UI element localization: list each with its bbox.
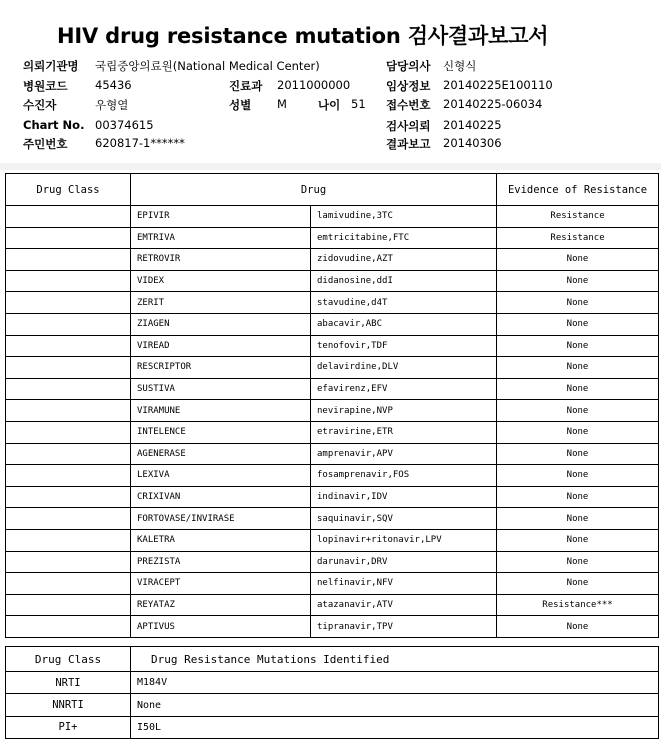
drug-generic-cell: zidovudine,AZT (311, 249, 497, 271)
table-row (6, 313, 659, 335)
drug-class-cell (6, 249, 131, 271)
drug-generic-cell: nelfinavir,NFV (311, 573, 497, 595)
drug-brand-cell: VIRAMUNE (131, 400, 311, 422)
drug-generic-cell: fosamprenavir,FOS (311, 465, 497, 487)
mutation-class-cell: PI+ (6, 716, 131, 738)
mutation-class-header: Drug Class (6, 647, 131, 672)
drug-generic-cell: tenofovir,TDF (311, 335, 497, 357)
evidence-cell: None (497, 335, 659, 357)
mutation-value-cell: M184V (131, 672, 659, 694)
receipt-no-label: 접수번호 (386, 98, 431, 112)
drug-generic-cell: indinavir,IDV (311, 486, 497, 508)
table-row (6, 249, 659, 271)
request-date-label: 검사의뢰 (386, 119, 431, 133)
drug-class-cell (6, 465, 131, 487)
drug-generic-cell: lamivudine,3TC (311, 206, 497, 228)
hospital-code-label: 병원코드 (23, 79, 68, 93)
evidence-cell: None (497, 486, 659, 508)
receipt-no-value: 20140225-06034 (443, 97, 543, 111)
drug-brand-cell: SUSTIVA (131, 378, 311, 400)
evidence-cell: None (497, 249, 659, 271)
table-row (6, 206, 659, 228)
evidence-cell: None (497, 465, 659, 487)
doctor-value: 신형식 (443, 59, 477, 73)
drug-class-cell (6, 292, 131, 314)
drug-generic-cell: abacavir,ABC (311, 313, 497, 335)
evidence-header: Evidence of Resistance (497, 174, 659, 206)
table-row (6, 421, 659, 443)
drug-class-cell (6, 594, 131, 616)
drug-generic-cell: amprenavir,APV (311, 443, 497, 465)
drug-class-cell (6, 227, 131, 249)
drug-brand-cell: CRIXIVAN (131, 486, 311, 508)
drug-class-cell (6, 616, 131, 638)
mutation-row (6, 694, 659, 716)
drug-brand-cell: ZIAGEN (131, 313, 311, 335)
drug-header: Drug (131, 174, 497, 206)
drug-brand-cell: VIREAD (131, 335, 311, 357)
sex-label: 성별 (229, 98, 252, 112)
table-row (6, 270, 659, 292)
evidence-cell: None (497, 616, 659, 638)
drug-class-cell (6, 378, 131, 400)
drug-brand-cell: APTIVUS (131, 616, 311, 638)
drug-class-cell (6, 486, 131, 508)
drug-class-cell (6, 335, 131, 357)
evidence-cell: None (497, 508, 659, 530)
drug-class-cell (6, 551, 131, 573)
table-row (6, 227, 659, 249)
chart-no-label: Chart No. (23, 118, 85, 132)
mutation-table (5, 646, 659, 739)
drug-generic-cell: saquinavir,SQV (311, 508, 497, 530)
drug-class-header: Drug Class (6, 174, 131, 206)
drug-generic-cell: delavirdine,DLV (311, 357, 497, 379)
clinical-info-value: 20140225E100110 (443, 78, 553, 92)
table-row (6, 357, 659, 379)
drug-brand-cell: KALETRA (131, 529, 311, 551)
report-title: HIV drug resistance mutation 검사결과보고서 (57, 24, 549, 48)
evidence-cell: None (497, 573, 659, 595)
dept-value: 2011000000 (277, 78, 351, 92)
evidence-cell: None (497, 313, 659, 335)
evidence-cell: None (497, 421, 659, 443)
table-row (6, 573, 659, 595)
evidence-cell: None (497, 400, 659, 422)
drug-generic-cell: efavirenz,EFV (311, 378, 497, 400)
evidence-cell: None (497, 378, 659, 400)
section-divider (0, 163, 661, 170)
drug-generic-cell: didanosine,ddI (311, 270, 497, 292)
drug-brand-cell: RESCRIPTOR (131, 357, 311, 379)
chart-no-value: 00374615 (95, 118, 154, 132)
drug-brand-cell: FORTOVASE/INVIRASE (131, 508, 311, 530)
mutation-header-row (6, 647, 659, 672)
mutation-row (6, 716, 659, 738)
drug-brand-cell: EPIVIR (131, 206, 311, 228)
table-row (6, 335, 659, 357)
age-label: 나이 (318, 98, 341, 112)
table-row (6, 400, 659, 422)
drug-class-cell (6, 443, 131, 465)
drug-brand-cell: INTELENCE (131, 421, 311, 443)
evidence-cell: Resistance (497, 206, 659, 228)
table-row (6, 508, 659, 530)
drug-class-cell (6, 573, 131, 595)
age-value: 51 (351, 97, 366, 111)
evidence-cell: None (497, 270, 659, 292)
drug-generic-cell: darunavir,DRV (311, 551, 497, 573)
clinical-info-label: 임상정보 (386, 79, 431, 93)
drug-brand-cell: AGENERASE (131, 443, 311, 465)
drug-class-cell (6, 313, 131, 335)
table-row (6, 378, 659, 400)
drug-generic-cell: emtricitabine,FTC (311, 227, 497, 249)
drug-class-cell (6, 508, 131, 530)
evidence-cell: Resistance (497, 227, 659, 249)
evidence-cell: Resistance*** (497, 594, 659, 616)
drug-brand-cell: EMTRIVA (131, 227, 311, 249)
ssn-value: 620817-1****** (95, 136, 185, 150)
drug-class-cell (6, 529, 131, 551)
table-row (6, 486, 659, 508)
drug-generic-cell: atazanavir,ATV (311, 594, 497, 616)
drug-brand-cell: LEXIVA (131, 465, 311, 487)
drug-brand-cell: ZERIT (131, 292, 311, 314)
drug-class-cell (6, 400, 131, 422)
table-header-row (6, 174, 659, 206)
table-row (6, 529, 659, 551)
request-date-value: 20140225 (443, 118, 502, 132)
mutation-class-cell: NRTI (6, 672, 131, 694)
doctor-label: 담당의사 (386, 59, 431, 73)
table-row (6, 443, 659, 465)
drug-class-cell (6, 357, 131, 379)
table-row (6, 594, 659, 616)
drug-generic-cell: nevirapine,NVP (311, 400, 497, 422)
drug-brand-cell: VIDEX (131, 270, 311, 292)
report-body (0, 170, 661, 755)
drug-brand-cell: RETROVIR (131, 249, 311, 271)
sex-value: M (277, 97, 287, 111)
evidence-cell: None (497, 529, 659, 551)
drug-class-cell (6, 206, 131, 228)
drug-brand-cell: REYATAZ (131, 594, 311, 616)
mutation-value-cell: None (131, 694, 659, 716)
drug-resistance-table (5, 173, 659, 638)
drug-generic-cell: etravirine,ETR (311, 421, 497, 443)
table-row (6, 616, 659, 638)
institution-label: 의뢰기관명 (23, 59, 79, 73)
mutation-identified-header: Drug Resistance Mutations Identified (131, 647, 659, 672)
institution-value: 국립중앙의료원(National Medical Center) (95, 59, 320, 73)
mutation-row (6, 672, 659, 694)
patient-label: 수진자 (23, 98, 57, 112)
drug-generic-cell: lopinavir+ritonavir,LPV (311, 529, 497, 551)
mutation-value-cell: I50L (131, 716, 659, 738)
evidence-cell: None (497, 357, 659, 379)
table-row (6, 465, 659, 487)
ssn-label: 주민번호 (23, 137, 68, 151)
evidence-cell: None (497, 292, 659, 314)
hospital-code-value: 45436 (95, 78, 132, 92)
drug-generic-cell: tipranavir,TPV (311, 616, 497, 638)
table-row (6, 551, 659, 573)
mutation-class-cell: NNRTI (6, 694, 131, 716)
drug-generic-cell: stavudine,d4T (311, 292, 497, 314)
drug-class-cell (6, 270, 131, 292)
report-date-label: 결과보고 (386, 137, 431, 151)
dept-label: 진료과 (229, 79, 263, 93)
report-date-value: 20140306 (443, 136, 502, 150)
evidence-cell: None (497, 551, 659, 573)
evidence-cell: None (497, 443, 659, 465)
patient-value: 우형열 (95, 98, 129, 112)
report-header (0, 0, 661, 164)
drug-brand-cell: VIRACEPT (131, 573, 311, 595)
table-row (6, 292, 659, 314)
drug-brand-cell: PREZISTA (131, 551, 311, 573)
drug-class-cell (6, 421, 131, 443)
